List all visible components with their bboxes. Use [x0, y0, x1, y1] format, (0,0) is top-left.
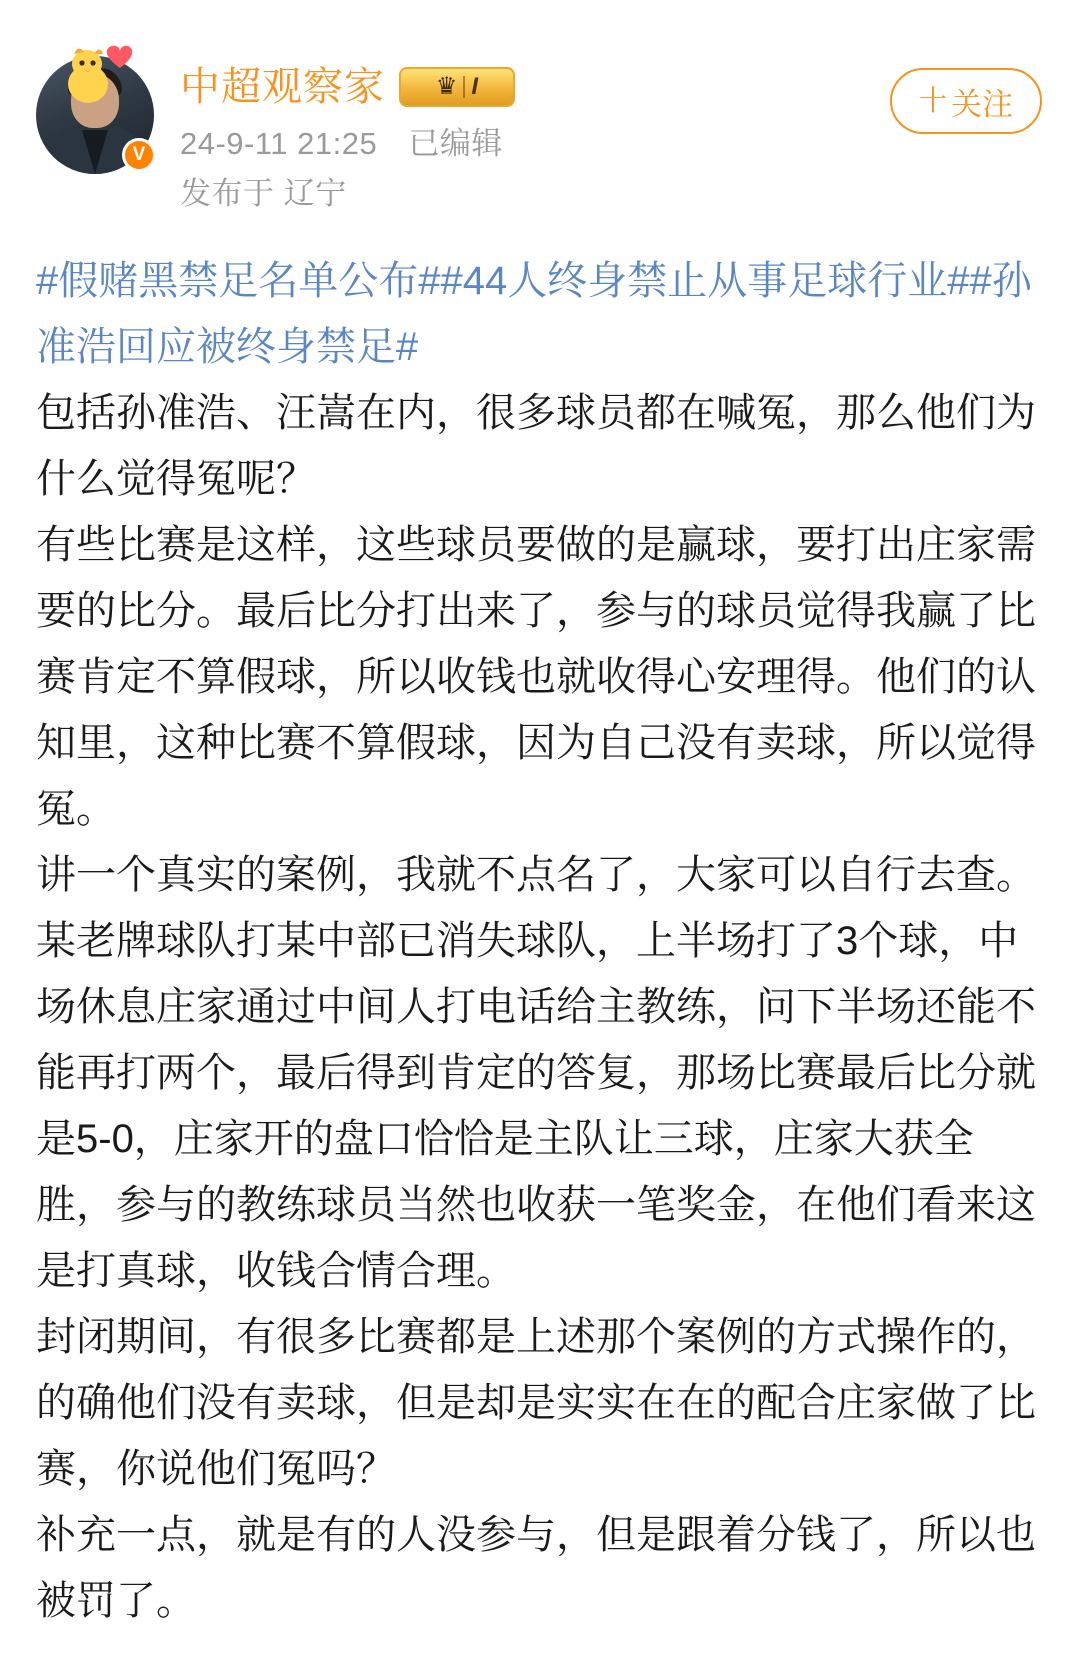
post-paragraph: 讲一个真实的案例，我就不点名了，大家可以自行去查。某老牌球队打某中部已消失球队，上半场打了3个球，中场休息庄家通过中间人打电话给主教练，问下半场还能不能再打两个，最后得到肯定的答复，那场比赛最后比分就是5-0，庄家开的盘口恰恰是主队让三球，庄家大获全胜，参与的教练球员当然也收获一笔奖金，在他们看来这是打真球，收钱合情合理。 [36, 853, 1036, 1293]
badge-divider [463, 76, 465, 98]
crown-icon: ♛ [435, 73, 458, 100]
post-paragraph: 包括孙准浩、汪嵩在内，很多球员都在喊冤，那么他们为什么觉得冤呢？ [36, 391, 1036, 501]
member-level-badge[interactable] [399, 67, 515, 107]
author-name[interactable]: 中超观察家 [180, 65, 385, 109]
post-topic-tags[interactable]: #假赌黑禁足名单公布##44人终身禁止从事足球行业##孙准浩回应被终身禁足# [36, 259, 1032, 369]
post-location: 发布于 辽宁 [180, 176, 347, 211]
post-header [36, 34, 1044, 214]
post-paragraph: 有些比赛是这样，这些球员要做的是赢球，要打出庄家需要的比分。最后比分打出来了，参与的球员觉得我赢了比赛肯定不算假球，所以收钱也就收得心安理得。他们的认知里，这种比赛不算假球，因为自己没有卖球，所以觉得冤。 [36, 523, 1036, 831]
duck-heart-decoration-icon [60, 42, 138, 108]
post-paragraph: 封闭期间，有很多比赛都是上述那个案例的方式操作的，的确他们没有卖球，但是却是实实在在的配合庄家做了比赛，你说他们冤吗？ [36, 1315, 1036, 1491]
verified-badge-icon: V [122, 138, 156, 172]
plus-icon: 十 [918, 85, 947, 116]
post-timestamp: 24-9-11 21:25 [180, 126, 378, 161]
member-level-value: I [471, 73, 479, 100]
follow-button-label: 关注 [951, 86, 1013, 122]
edited-label: 已编辑 [408, 126, 503, 161]
post-paragraph: 补充一点，就是有的人没参与，但是跟着分钱了，所以也被罚了。 [36, 1513, 1036, 1623]
follow-button[interactable] [890, 68, 1042, 134]
post-content [36, 248, 1044, 1634]
